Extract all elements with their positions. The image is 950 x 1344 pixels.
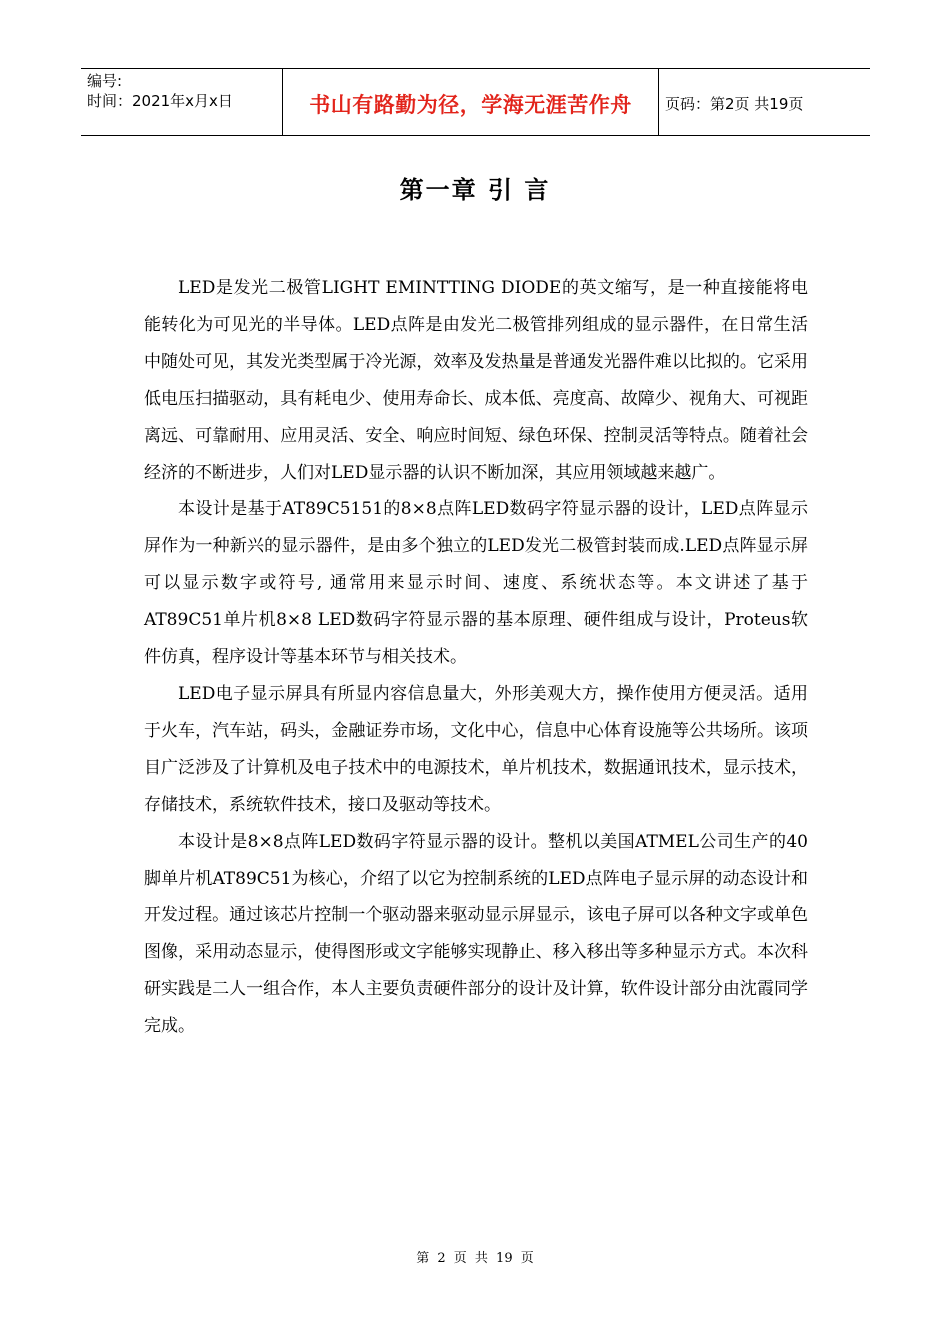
paragraph-4: 本设计是8×8点阵LED数码字符显示器的设计。整机以美国ATMEL公司生产的40脚单片机AT89C51为核心，介绍了以它为控制系统的LED点阵电子显示屏的动态设计和开发过程。通过该芯片控制一个驱动器来驱动显示屏显示，该电子屏可以各种文字或单色图像，采用动态显示，使得图形或文字能够实现静止、移入移出等多种显示方式。本次科研实践是二人一组合作，本人主要负责硬件部分的设计及计算，软件设计部分由沈霞同学完成。 [144,831,808,1037]
header-page-info: 页码：第2页 共19页 [665,94,804,113]
paragraph-3: LED电子显示屏具有所显内容信息量大，外形美观大方，操作使用方便灵活。适用于火车，汽车站，码头，金融证券市场，文化中心，信息中心体育设施等公共场所。该项目广泛涉及了计算机及电子技术中的电源技术，单片机技术，数据通讯技术，显示技术，存储技术，系统软件技术，接口及驱动等技术。 [144,683,808,815]
page-header [81,68,870,136]
paragraph-1: LED是发光二极管LIGHT EMINTTING DIODE的英文缩写，是一种直接能将电能转化为可见光的半导体。LED点阵是由发光二极管排列组成的显示器件，在日常生活中随处可见，其发光类型属于冷光源，效率及发热量是普通发光器件难以比拟的。它采用低电压扫描驱动，具有耗电少、使用寿命长、成本低、亮度高、故障少、视角大、可视距离远、可靠耐用、应用灵活、安全、响应时间短、绿色环保、控制灵活等特点。随着社会经济的不断进步，人们对LED显示器的认识不断加深，其应用领域越来越广。 [144,278,808,483]
page-footer: 第 2 页 共 19 页 [416,1251,534,1266]
body-text [144,270,808,1045]
paragraph-2: 本设计是基于AT89C5151的8×8点阵LED数码字符显示器的设计，LED点阵显示屏作为一种新兴的显示器件，是由多个独立的LED发光二极管封装而成.LED点阵显示屏可以显示数字或符号, 通常用来显示时间、速度、系统状态等。本文讲述了基于AT89C51单片机8×8 LED数码字符显示器的基本原理、硬件组成与设计，Proteus软件仿真，程序设计等基本环节与相关技术。 [144,499,808,668]
chapter-title: 第一章 引 言 [399,175,551,204]
header-motto: 书山有路勤为径，学海无涯苦作舟 [282,69,659,135]
document-number-label: 编号: [87,72,123,90]
document-date: 时间：2021年x月x日 [87,92,233,110]
header-meta [81,69,282,135]
